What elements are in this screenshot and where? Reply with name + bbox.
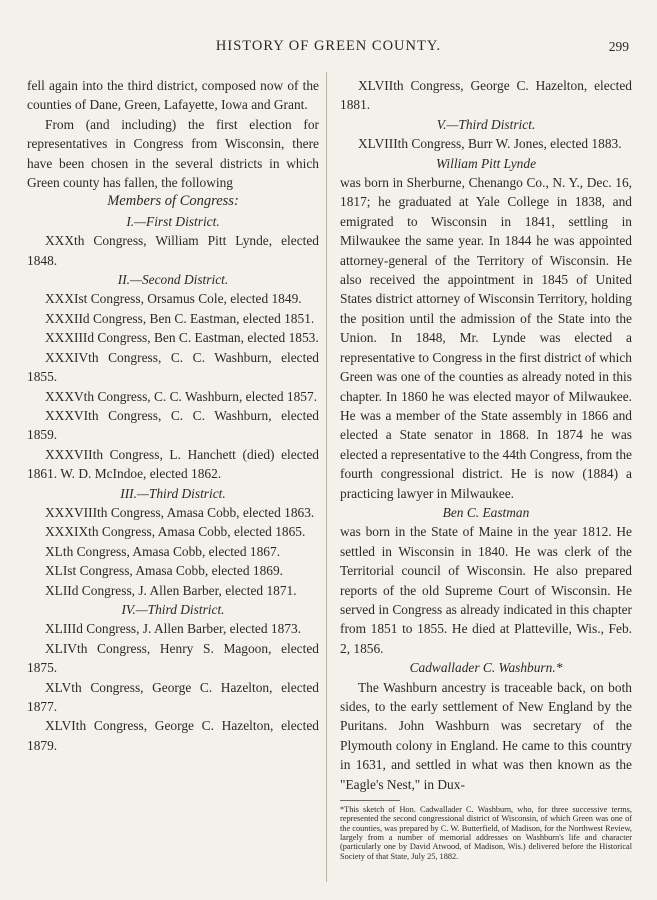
congress-entry: XLIst Congress, Amasa Cobb, elected 1869. <box>45 563 284 579</box>
congress-entry: XXXVIIIth Congress, Amasa Cobb, elected 1863. <box>45 504 315 520</box>
district-heading: II.—Second District. <box>117 272 229 288</box>
page-number: 299 <box>608 39 629 54</box>
district-heading: I.—First District. <box>126 213 220 229</box>
column-divider <box>326 72 327 882</box>
congress-entry: XLVIIIth Congress, Burr W. Jones, elected 1883. <box>358 136 622 152</box>
footnote: *This sketch of Hon. Cadwallader C. Washburn, who, for three successive terms, represented the second congressional district of Wisconsin, of which Green was one of the counties, was prepared by C. W. Butterfield, of Madison, for the Northwest Review, largely from a number of memorial addresses on Washburn's life and character (particularly one by David Atwood, of Madison, Wis.) delivered before the Historical Society of that State, July 25, 1882. <box>340 805 632 861</box>
congress-entry: XLIIId Congress, J. Allen Barber, elected 1873. <box>45 621 302 637</box>
district-heading: IV.—Third District. <box>121 601 225 617</box>
running-title: HISTORY OF GREEN COUNTY. <box>215 38 442 54</box>
page-header <box>0 38 657 60</box>
congress-entry: XXXVth Congress, C. C. Washburn, elected 1857. <box>45 388 318 404</box>
biography-heading: William Pitt Lynde <box>435 155 537 171</box>
right-column <box>340 76 632 861</box>
members-heading: Members of Congress: <box>107 193 239 210</box>
congress-entry: XLVIIth Congress, George C. Hazelton, elected 1881. <box>340 78 632 113</box>
congress-entry: XXXIXth Congress, Amasa Cobb, elected 1865. <box>45 524 306 540</box>
biography-heading: Cadwallader C. Washburn.* <box>409 660 563 676</box>
congress-entry: XXXIIId Congress, Ben C. Eastman, elected 1853. <box>45 330 319 346</box>
congress-entry: XXXIId Congress, Ben C. Eastman, elected 1851. <box>45 310 315 326</box>
biography-text: The Washburn ancestry is traceable back, on both sides, to the early settlement of New England by the Puritans. John Washburn was secretary of the Plymouth colony in England. He came to this country in 1631, and settled in what was then known as the "Eagle's Nest," in Dux- <box>340 679 632 792</box>
congress-entry: XXXth Congress, William Pitt Lynde, elected 1848. <box>27 233 319 268</box>
congress-entry: XLVIth Congress, George C. Hazelton, elected 1879. <box>27 718 319 753</box>
intro-paragraph: fell again into the third district, composed now of the counties of Dane, Green, Lafayette, Iowa and Grant. <box>27 78 319 113</box>
congress-entry: XXXVIth Congress, C. C. Washburn, elected 1859. <box>27 407 319 443</box>
biography-text: was born in the State of Maine in the year 1812. He settled in Wisconsin in 1840. He was clerk of the Territorial council of Wisconsin. He also prepared reports of the old Supreme Court of Wisconsin. He served in Congress as already indicated in this chapter from 1851 to 1855. He died at Platteville, Wis., Feb. 2, 1856. <box>340 524 632 656</box>
biography-text: was born in Sherburne, Chenango Co., N. Y., Dec. 16, 1817; he graduated at Yale College in 1838, and emigrated to Wisconsin in 1841, settling in Milwaukee the same year. In 1844 he was appointed attorney-general of the Territory of Wisconsin. He also received the appointment in 1845 of United States district attorney of Wisconsin Territory, holding the position until the admission of the State into the Union. In 1848, Mr. Lynde was elected a representative to Congress in the first district of which Green was one of the counties as already noted in this chapter. In 1860 he was elected mayor of Milwaukee. He was a member of the State assembly in 1866 and elected a State senator in 1868. In 1874 he was elected a representative to the 44th Congress, from the fourth congressional district. He is now (1884) a practicing lawyer in Milwaukee. <box>340 175 632 501</box>
biography-heading: Ben C. Eastman <box>442 504 530 520</box>
congress-entry: XLIVth Congress, Henry S. Magoon, elected 1875. <box>27 640 319 676</box>
left-column <box>27 76 319 755</box>
district-heading: III.—Third District. <box>120 485 226 501</box>
footnote-rule <box>340 800 400 801</box>
congress-entry: XLth Congress, Amasa Cobb, elected 1867. <box>45 543 281 559</box>
intro-paragraph: From (and including) the first election for representatives in Congress from Wisconsin, there have been chosen in the several districts in which Green county has fallen, the following <box>27 116 319 191</box>
congress-entry: XLIId Congress, J. Allen Barber, elected 1871. <box>45 582 297 598</box>
congress-entry: XLVth Congress, George C. Hazelton, elected 1877. <box>27 679 319 714</box>
congress-entry: XXXIVth Congress, C. C. Washburn, elected 1855. <box>27 349 319 385</box>
congress-entry: XXXIst Congress, Orsamus Cole, elected 1849. <box>45 291 302 307</box>
congress-entry: XXXVIIth Congress, L. Hanchett (died) elected 1861. W. D. McIndoe, elected 1862. <box>27 446 319 482</box>
district-heading: V.—Third District. <box>436 116 536 132</box>
